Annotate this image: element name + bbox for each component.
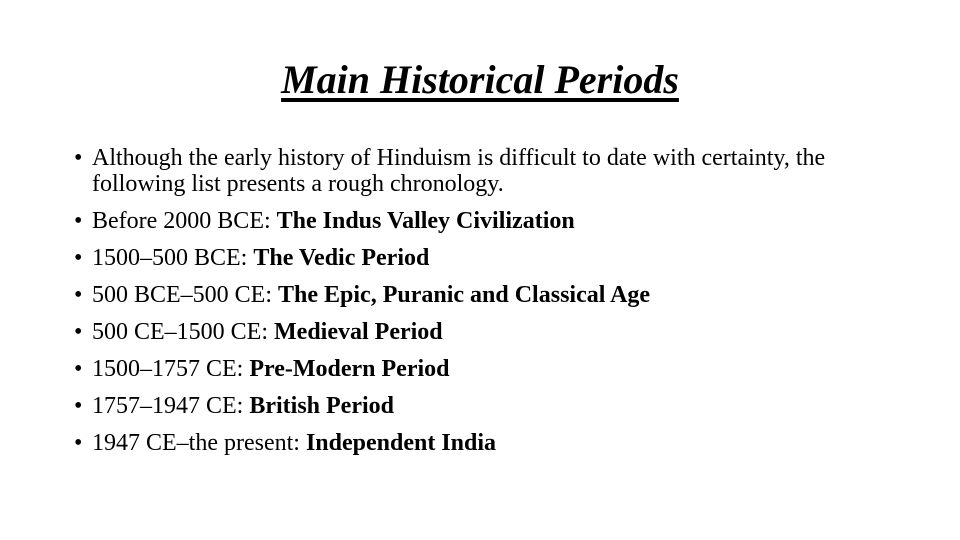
period-date: 1947 CE–the present: [92,430,306,456]
period-date: 500 CE–1500 CE: [92,319,275,345]
period-name: Pre-Modern Period [249,356,450,382]
period-name: The Epic, Puranic and Classical Age [278,282,651,308]
slide-title: Main Historical Periods [281,57,679,102]
period-name: The Indus Valley Civilization [276,208,575,234]
bullet-icon: • [74,430,83,456]
bullet-icon: • [74,319,83,345]
bullet-icon: • [74,282,83,308]
list-item-intro [74,145,914,197]
period-date: 1500–1757 CE: [92,356,250,382]
period-date: Before 2000 BCE: [92,208,277,234]
period-name: British Period [249,393,394,419]
period-name: Medieval Period [274,319,443,345]
list-item [74,430,914,456]
bullet-icon: • [74,208,83,234]
list-item [74,356,914,382]
bullet-icon: • [74,145,83,171]
bullet-icon: • [74,356,83,382]
bullet-icon: • [74,245,83,271]
bullet-list [74,145,914,467]
list-item [74,282,914,308]
period-name: Independent India [305,430,497,456]
period-date: 500 BCE–500 CE: [92,282,279,308]
list-item [74,245,914,271]
list-item [74,319,914,345]
list-item [74,208,914,234]
period-name: The Vedic Period [253,245,430,271]
list-item [74,393,914,419]
bullet-icon: • [74,393,83,419]
intro-text: Although the early history of Hinduism is difficult to date with certainty, the following list presents a rough chronology. [92,145,826,197]
period-date: 1500–500 BCE: [92,245,254,271]
period-date: 1757–1947 CE: [92,393,250,419]
